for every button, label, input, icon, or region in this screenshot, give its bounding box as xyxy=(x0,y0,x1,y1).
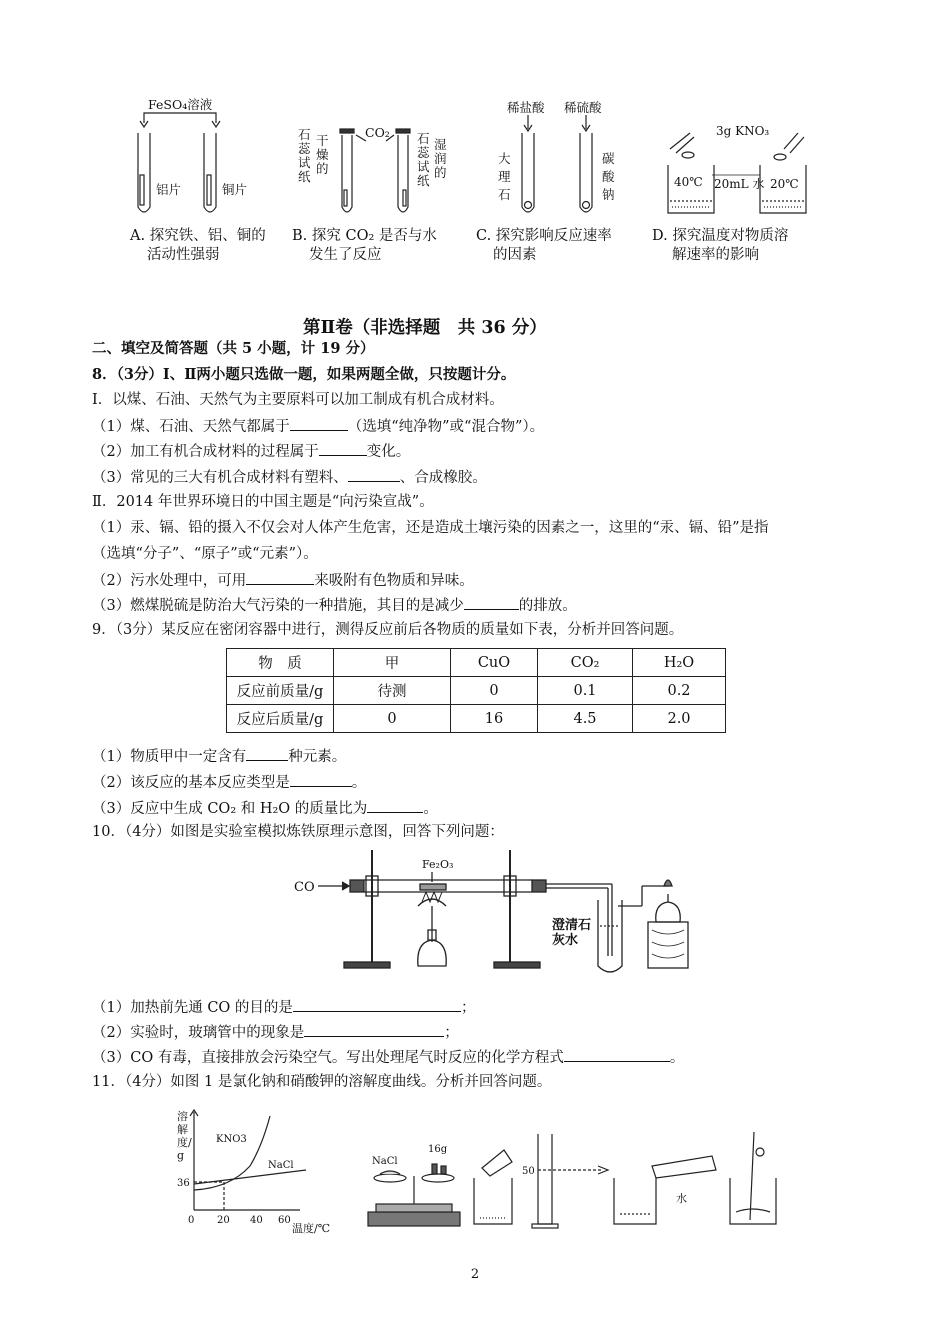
graph-x-tick-0: 0 xyxy=(188,1215,195,1226)
svg-text:理: 理 xyxy=(498,169,511,184)
blank xyxy=(290,415,348,431)
caption-b-2: 发生了反应 xyxy=(309,247,382,263)
svg-text:碳: 碳 xyxy=(602,151,615,166)
svg-text:石: 石 xyxy=(298,127,311,142)
svg-text:大: 大 xyxy=(498,151,511,166)
figure-b xyxy=(340,129,410,212)
solubility-graph xyxy=(170,1106,345,1236)
svg-text:蕊: 蕊 xyxy=(417,145,430,160)
svg-text:湿: 湿 xyxy=(434,137,447,152)
blank xyxy=(367,797,423,813)
fig-limewater-label: 澄清石灰水 xyxy=(552,918,592,948)
svg-text:石: 石 xyxy=(417,131,430,146)
blank xyxy=(319,440,367,456)
fig-c-acid-left: 稀盐酸 xyxy=(507,100,545,115)
svg-text:蕊: 蕊 xyxy=(298,141,311,156)
q9-s1: （1）物质甲中一定含有 种元素。 xyxy=(92,745,346,767)
fig-d-water: 20mL 水 xyxy=(714,177,765,191)
q8-II-1b: （选填“分子”、“原子”或“元素”）。 xyxy=(92,546,318,562)
q8-II-2: （2）污水处理中，可用 来吸附有色物质和异味。 xyxy=(92,569,474,591)
fig-c-right-label xyxy=(602,151,615,202)
svg-text:纸: 纸 xyxy=(298,169,311,184)
svg-text:石: 石 xyxy=(498,187,511,202)
graph-y-tick: 36 xyxy=(177,1178,190,1189)
ironmaking-apparatus xyxy=(292,846,692,974)
graph-x-tick-20: 20 xyxy=(217,1215,230,1226)
fig-water-label: 水 xyxy=(676,1192,687,1205)
fig-a-right-label: 铜片 xyxy=(222,182,248,197)
caption-d-2: 解速率的影响 xyxy=(672,247,759,263)
fig-nacl-label: NaCl xyxy=(372,1156,398,1167)
q11-stem: 11．（4分）如图 1 是氯化钠和硝酸钾的溶解度曲线。分析并回答问题。 xyxy=(92,1074,552,1090)
svg-text:试: 试 xyxy=(298,155,311,170)
blank xyxy=(293,996,461,1012)
fig-b-gas: CO₂ xyxy=(365,125,390,140)
svg-text:钠: 钠 xyxy=(602,187,615,202)
section-title: 第Ⅱ卷（非选择题 共 36 分） xyxy=(303,318,547,338)
svg-text:燥: 燥 xyxy=(316,147,329,162)
caption-c-1: C. 探究影响反应速率 xyxy=(476,228,612,244)
svg-text:试: 试 xyxy=(417,159,430,174)
q8-I-1: （1）煤、石油、天然气都属于 （选填“纯净物”或“混合物”）。 xyxy=(92,415,544,437)
q10-s1: （1）加热前先通 CO 的目的是 ； xyxy=(92,996,475,1018)
q8-I-intro: Ⅰ．以煤、石油、天然气为主要原料可以加工制成有机合成材料。 xyxy=(92,392,504,408)
figure-c xyxy=(522,115,592,212)
q10-s2: （2）实验时，玻璃管中的现象是 ； xyxy=(92,1021,459,1043)
table-row: 反应后质量/g 0 16 4.5 2.0 xyxy=(227,705,726,733)
graph-x-tick-60: 60 xyxy=(278,1215,291,1226)
table-row: 反应前质量/g 待测 0 0.1 0.2 xyxy=(227,677,726,705)
q9-s3: （3）反应中生成 CO₂ 和 H₂O 的质量比为 。 xyxy=(92,797,438,819)
q8-II-1a: （1）汞、镉、铅的摄入不仅会对人体产生危害，还是造成土壤污染的因素之一，这里的“汞、镉、铅”是指 xyxy=(92,520,769,536)
blank xyxy=(304,1021,444,1037)
q8-II-intro: Ⅱ．2014 年世界环境日的中国主题是“向污染宣战”。 xyxy=(92,494,434,510)
fig-c-acid-right: 稀硫酸 xyxy=(564,100,602,115)
svg-text:纸: 纸 xyxy=(417,173,430,188)
graph-x-tick-40: 40 xyxy=(250,1215,263,1226)
blank xyxy=(246,745,288,761)
caption-a-2: 活动性强弱 xyxy=(147,247,220,263)
part2-heading: 二、填空及简答题（共 5 小题，计 19 分） xyxy=(92,340,375,357)
graph-series-nacl: NaCl xyxy=(268,1160,294,1171)
q8-I-2: （2）加工有机合成材料的过程属于 变化。 xyxy=(92,440,410,462)
fig-b-left-label xyxy=(298,127,329,184)
fig-d-solute: 3g KNO₃ xyxy=(716,124,770,138)
caption-a-1: A. 探究铁、铝、铜的 xyxy=(130,228,266,244)
svg-text:酸: 酸 xyxy=(602,169,615,184)
mass-table xyxy=(226,648,726,733)
fig-a-reagent: FeSO₄溶液 xyxy=(148,97,213,112)
figure-a xyxy=(138,113,220,212)
table-header-row: 物 质 甲 CuO CO₂ H₂O xyxy=(227,649,726,677)
graph-y-label: 溶解度/g xyxy=(177,1110,192,1162)
fig-d-temp-right: 20℃ xyxy=(770,177,799,191)
graph-x-label: 温度/℃ xyxy=(292,1222,331,1235)
fig-a-left-label: 铝片 xyxy=(156,182,182,197)
fig-fe2o3-label: Fe₂O₃ xyxy=(422,858,454,871)
q8-stem: 8．（3分）Ⅰ、Ⅱ两小题只选做一题，如果两题全做，只按题计分。 xyxy=(92,366,516,383)
fig-c-left-label xyxy=(498,151,511,202)
caption-b-1: B. 探究 CO₂ 是否与水 xyxy=(292,228,437,244)
blank xyxy=(464,594,519,610)
blank xyxy=(290,771,352,787)
svg-text:润: 润 xyxy=(434,151,447,166)
blank xyxy=(348,466,400,482)
fig-co-label: CO xyxy=(294,880,315,895)
graph-series-kno3: KNO3 xyxy=(216,1134,247,1145)
caption-d-1: D. 探究温度对物质溶 xyxy=(652,228,789,244)
svg-text:干: 干 xyxy=(316,133,329,148)
q9-stem: 9．（3分）某反应在密闭容器中进行，测得反应前后各物质的质量如下表，分析并回答问题。 xyxy=(92,622,684,638)
fig-cylinder-mark: 50 xyxy=(522,1166,535,1177)
figure-d xyxy=(668,133,806,213)
q8-I-3: （3）常见的三大有机合成材料有塑料、 、合成橡胶。 xyxy=(92,466,487,488)
blank xyxy=(246,569,314,585)
caption-c-2: 的因素 xyxy=(493,247,537,263)
svg-text:的: 的 xyxy=(316,161,329,176)
q10-s3: （3）CO 有毒，直接排放会污染空气。写出处理尾气时反应的化学方程式 。 xyxy=(92,1046,684,1068)
q10-stem: 10．（4分）如图是实验室模拟炼铁原理示意图，回答下列问题： xyxy=(92,824,504,840)
fig-b-right-label xyxy=(417,131,447,188)
q9-s2: （2）该反应的基本反应类型是 。 xyxy=(92,771,366,793)
page-number: 2 xyxy=(470,1267,480,1282)
q8-II-3: （3）燃煤脱硫是防治大气污染的一种措施，其目的是减少 的排放。 xyxy=(92,594,577,616)
blank xyxy=(564,1046,670,1062)
fig-mass-label: 16g xyxy=(428,1144,448,1155)
solution-prep-apparatus xyxy=(362,1128,782,1232)
top-figures xyxy=(120,95,840,225)
fig-d-temp-left: 40℃ xyxy=(674,175,703,189)
svg-text:的: 的 xyxy=(434,165,447,180)
